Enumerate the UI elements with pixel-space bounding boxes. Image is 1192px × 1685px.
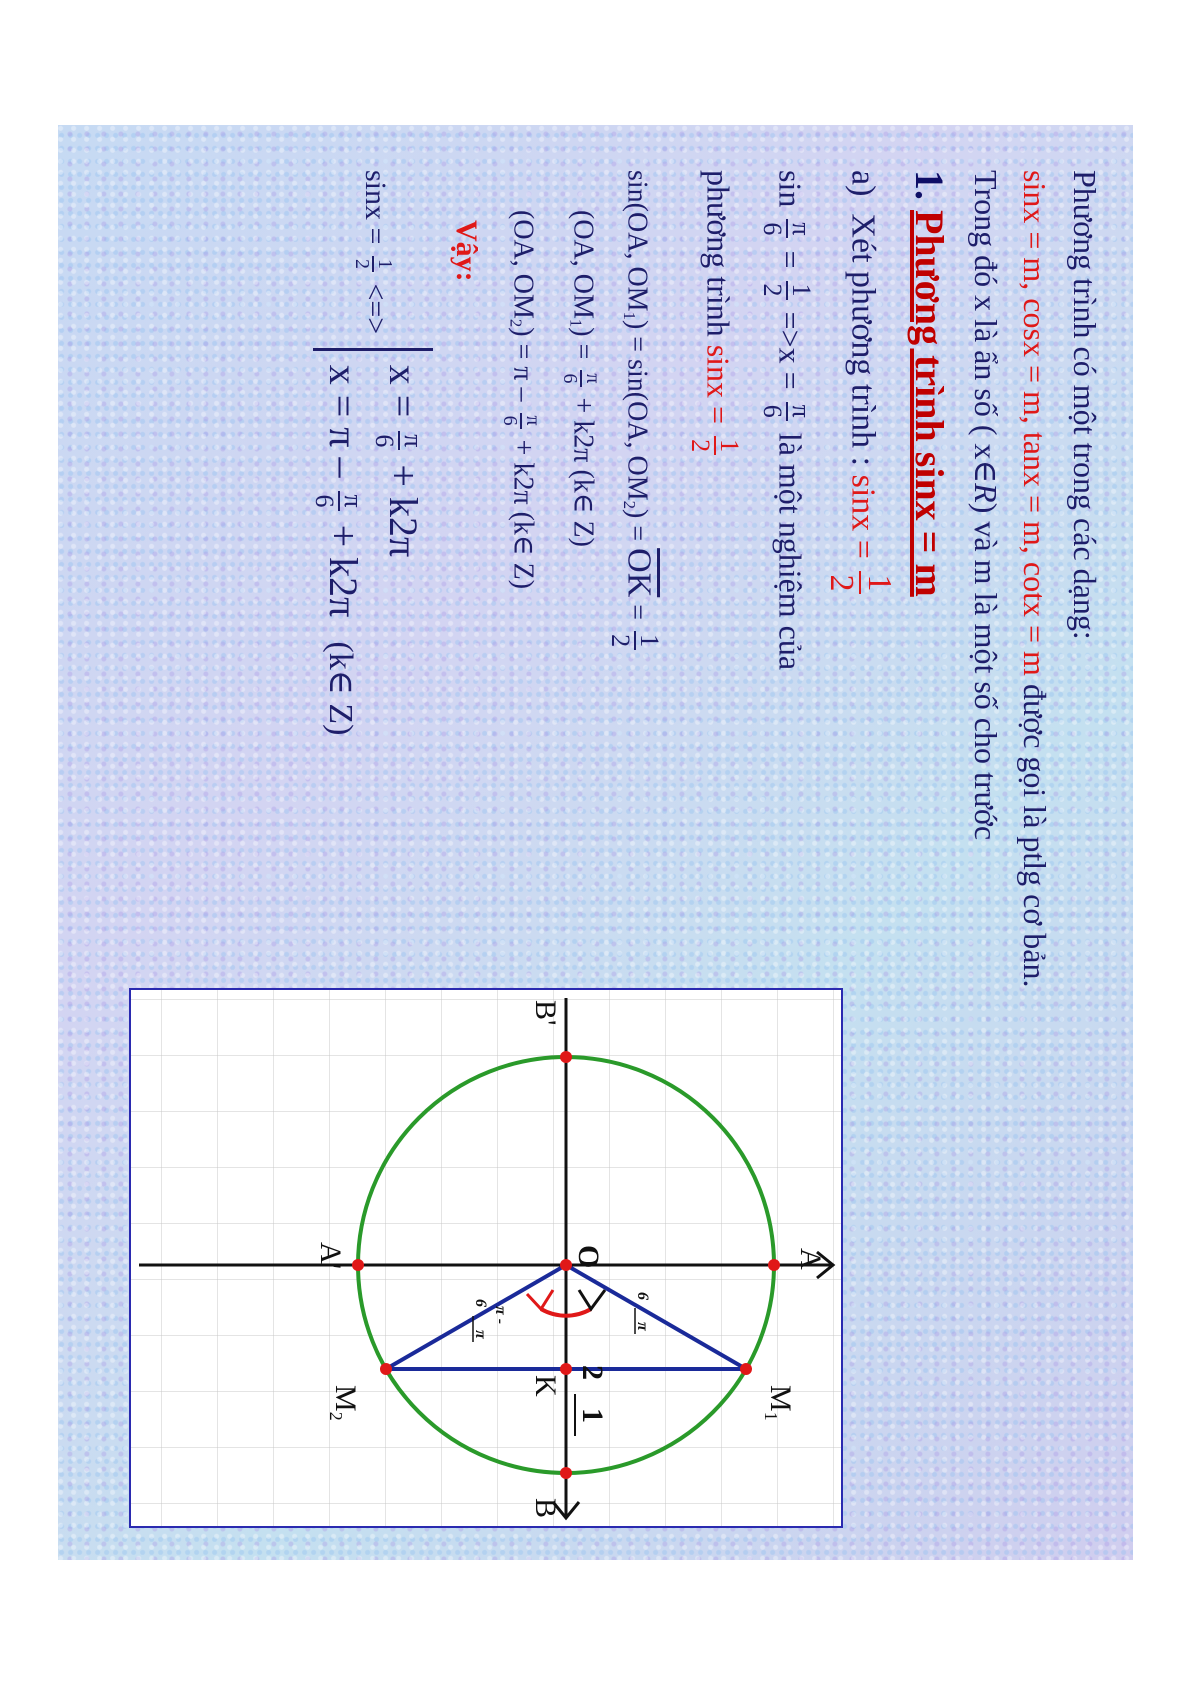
solution-row-1 [370, 364, 433, 736]
angle2-den: 6 [472, 1299, 489, 1307]
implies-x: =>x = [772, 311, 809, 390]
vay-text: Vậy: [450, 220, 483, 282]
sin-pi6-line [758, 170, 815, 670]
section-number: 1. [907, 170, 952, 200]
frac-num: π [398, 431, 427, 450]
frac-num: 1 [714, 436, 743, 455]
eq-tan: tanx = m, [1017, 431, 1053, 554]
M2-sub: 2 [326, 1411, 346, 1421]
frac-num: π [786, 219, 815, 238]
ok-frac [606, 631, 663, 650]
sub-2: 2 [620, 500, 640, 510]
point-B-prime [560, 1051, 572, 1063]
frac-num: 1 [786, 281, 815, 300]
equals-sign: = [621, 604, 653, 621]
pt-sinx: sinx = [700, 344, 737, 425]
oa-om1-line [559, 210, 603, 547]
vector-ok: $\overline{OK}$ [620, 548, 658, 598]
row2-b: + k2π [321, 524, 366, 618]
oa1-left: (OA, OM [567, 210, 599, 319]
frac-num: π [520, 413, 543, 429]
angle2-left: π - [492, 1306, 509, 1325]
final-half [351, 256, 395, 272]
M1-letter: M [764, 1385, 797, 1412]
grid [131, 990, 841, 1526]
frac-den: 6 [757, 404, 787, 418]
section-title: Phương trình sinx = m [907, 210, 952, 597]
label-B-prime: B' [529, 1000, 562, 1026]
part-a-label: a) [844, 170, 882, 197]
oa2-left: (OA, OM [507, 210, 539, 319]
point-O [560, 1259, 572, 1271]
frac-num: 1 [634, 631, 663, 650]
vay-label [449, 220, 483, 282]
unit-circle-svg [131, 990, 841, 1526]
frac-den: 2 [757, 283, 787, 297]
intro-line-3 [967, 170, 1005, 840]
oa2-frac [499, 413, 543, 429]
intro-line-2 [1016, 170, 1053, 988]
frac-den: 2 [351, 258, 373, 269]
frac-den: 2 [685, 439, 715, 453]
point-M1 [740, 1363, 752, 1375]
pt-text: phương trình [700, 170, 737, 337]
intro-rest: được gọi là ptlg cơ bản. [1017, 683, 1053, 988]
intro-part1: Trong đó x là ẩn số ( x∈ [968, 170, 1004, 484]
sub-1: 1 [620, 311, 640, 320]
final-left: sinx = [359, 170, 393, 245]
oa2-tail: + k2π (k∈ Z) [507, 439, 539, 590]
label-O: O [572, 1245, 605, 1269]
frac-num: π [580, 370, 603, 386]
row1-frac [371, 431, 428, 450]
frac-den: 6 [310, 494, 340, 508]
label-A-prime: A' [314, 1242, 347, 1270]
angle2-num: π [472, 1330, 489, 1339]
row1-b: + k2π [381, 464, 426, 558]
sinoa-left: sin(OA, OM [621, 170, 653, 312]
label-K: K [529, 1375, 562, 1397]
solution-bracket [310, 348, 433, 736]
pi-over-6-result [758, 402, 815, 421]
point-K [560, 1363, 572, 1375]
M1-sub: 1 [761, 1411, 781, 1421]
eq-cos: cosx = m, [1017, 298, 1053, 424]
angle1-num: π [634, 1322, 651, 1331]
part-a-line [824, 170, 897, 598]
solution-row-2 [310, 364, 373, 736]
one-half [758, 281, 815, 300]
intro-part2: ) và m là một số cho trước [968, 502, 1004, 841]
final-solution [310, 170, 433, 736]
set-R: R [968, 483, 1004, 503]
angle1-den: 6 [634, 1292, 651, 1300]
sinoa-right: ) = [621, 509, 653, 542]
slide-content [58, 125, 1133, 1560]
oa1-eq: ) = [567, 327, 599, 360]
part-a-text: Xét phương trình : [844, 213, 882, 467]
frac-den: 6 [370, 434, 400, 448]
intro-line-1 [1066, 170, 1103, 640]
intro-text: Phương trình có một trong các dạng: [1067, 170, 1103, 640]
eq-sin: sinx = m, [1017, 170, 1053, 291]
frac-den: 2 [823, 574, 861, 592]
sinoa-mid: ) = sin(OA, OM [621, 319, 653, 501]
phuong-trinh-line [686, 170, 743, 459]
unit-circle-figure [129, 988, 843, 1528]
frac-num: 1 [859, 571, 897, 594]
sub-2: 2 [506, 318, 526, 328]
point-B [560, 1467, 572, 1479]
part-a-eq: sinx = [844, 474, 882, 559]
point-A [768, 1259, 780, 1271]
row2-a: x = π – [321, 364, 366, 478]
section-heading [906, 170, 953, 597]
frac-den: 2 [605, 634, 635, 648]
point-A-prime [352, 1259, 364, 1271]
row2-frac [311, 491, 368, 510]
frac-num: 1 [372, 256, 395, 272]
sub-1: 1 [566, 318, 586, 328]
label-A: A [794, 1248, 827, 1270]
pt-frac [686, 436, 743, 455]
point-M2 [380, 1363, 392, 1375]
final-iff: <=> [359, 283, 393, 335]
oa1-tail: + k2π (k∈ Z) [567, 397, 599, 547]
label-half-den: 2 [576, 1365, 609, 1380]
row1-a: x = [381, 364, 426, 418]
label-half-num: 1 [576, 1408, 609, 1423]
frac-den: 6 [757, 222, 787, 236]
pi-over-6 [758, 219, 815, 238]
sin-word: sin [772, 170, 809, 208]
oa1-frac [559, 370, 603, 386]
equals-sign: = [772, 250, 809, 269]
M2-letter: M [329, 1385, 362, 1412]
sin-oa-line [606, 170, 663, 654]
label-B: B [529, 1498, 562, 1519]
oa2-eq: ) = π – [507, 327, 539, 402]
frac-den: 6 [499, 415, 521, 426]
frac-num: π [786, 402, 815, 421]
sin-tail: là một nghiệm của [772, 432, 809, 671]
final-cond: (k∈ Z) [322, 641, 359, 736]
frac-num: π [338, 491, 367, 510]
frac-den: 6 [559, 373, 581, 384]
oa-om2-line [499, 210, 543, 589]
slide [58, 125, 1133, 1560]
part-a-frac [824, 571, 897, 594]
eq-cot: cotx = m [1017, 561, 1053, 676]
